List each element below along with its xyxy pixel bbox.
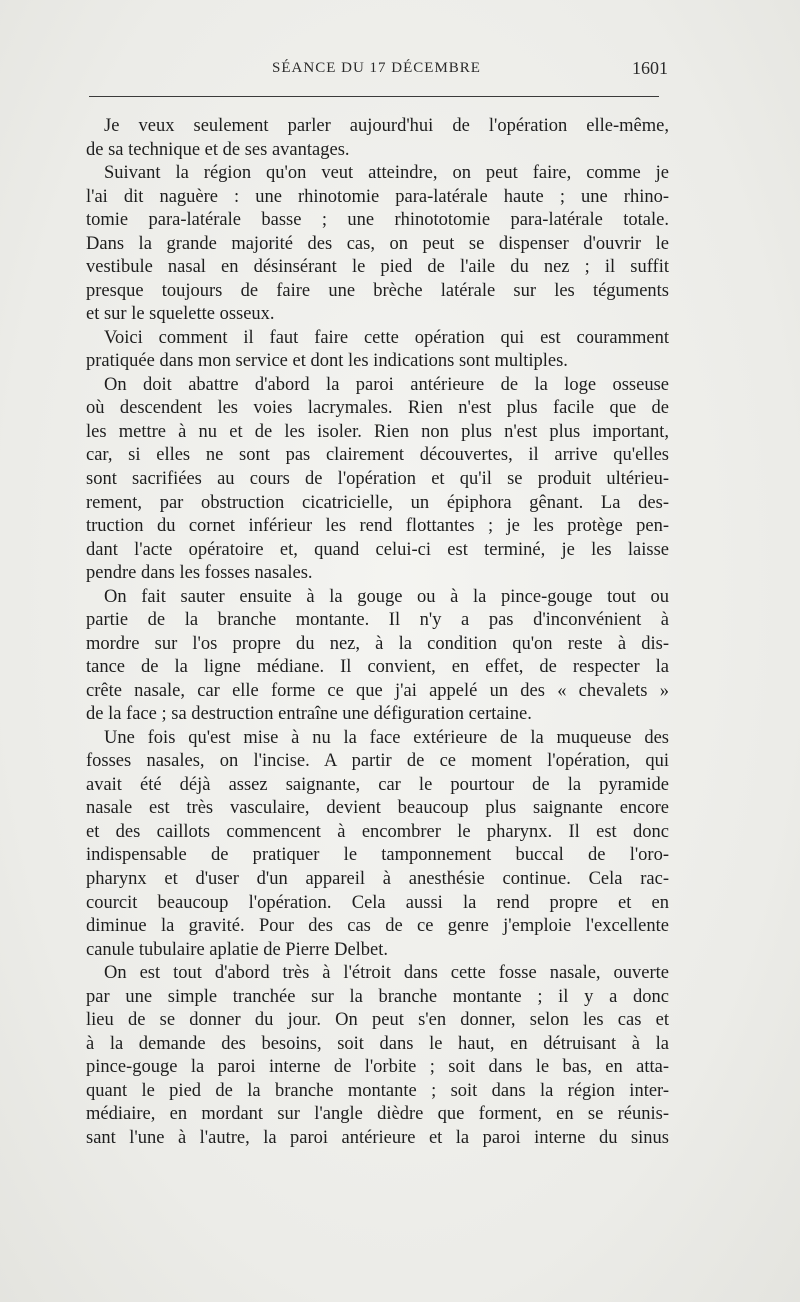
text-line: fosses nasales, on l'incise. A partir de ce moment l'opération, qui (86, 751, 669, 772)
text-line: pratiquée dans mon service et dont les indications sont multiples. (86, 351, 568, 372)
text-line: Suivant la région qu'on veut atteindre, on peut faire, comme je (104, 163, 669, 184)
text-line: tance de la ligne médiane. Il convient, en effet, de respecter la (86, 657, 669, 678)
text-line: à la demande des besoins, soit dans le haut, en détruisant à la (86, 1033, 669, 1054)
text-line: où descendent les voies lacrymales. Rien n'est plus facile que de (86, 398, 669, 419)
text-line: pince-gouge la paroi interne de l'orbite ; soit dans le bas, en atta- (86, 1057, 669, 1078)
text-line: presque toujours de faire une brèche latérale sur les téguments (86, 280, 669, 301)
text-line: courcit beaucoup l'opération. Cela aussi la rend propre et en (86, 892, 669, 913)
text-line: lieu de se donner du jour. On peut s'en donner, selon les cas et (86, 1010, 669, 1031)
text-line: quant le pied de la branche montante ; soit dans la région inter- (86, 1080, 669, 1101)
header-rule (89, 96, 659, 97)
page-number: 1601 (632, 58, 668, 78)
text-line: et des caillots commencent à encombrer le pharynx. Il est donc (86, 821, 669, 842)
text-line: indispensable de pratiquer le tamponnement buccal de l'oro- (86, 845, 669, 866)
text-line: nasale est très vasculaire, devient beaucoup plus saignante encore (86, 798, 669, 819)
text-line: avait été déjà assez saignante, car le pourtour de la pyramide (86, 774, 669, 795)
text-line: canule tubulaire aplatie de Pierre Delbet. (86, 939, 389, 960)
text-line: Voici comment il faut faire cette opération qui est couramment (104, 327, 669, 348)
text-line: pharynx et d'user d'un appareil à anesthésie continue. Cela rac- (86, 869, 669, 889)
text-line: les mettre à nu et de les isoler. Rien non plus n'est plus important, (86, 421, 669, 442)
text-line: partie de la branche montante. Il n'y a pas d'inconvénient à (86, 610, 669, 631)
body-text (86, 115, 669, 1150)
text-line: vestibule nasal en désinsérant le pied de l'aile du nez ; il suffit (86, 257, 669, 278)
text-line: sant l'une à l'autre, la paroi antérieure et la paroi interne du sinus (86, 1127, 669, 1148)
text-line: dant l'acte opératoire et, quand celui-ci est terminé, je les laisse (86, 539, 669, 560)
text-line: pendre dans les fosses nasales. (86, 563, 313, 584)
text-line: et sur le squelette osseux. (86, 304, 275, 325)
text-line: Une fois qu'est mise à nu la face extérieure de la muqueuse des (104, 727, 669, 748)
text-line: de sa technique et de ses avantages. (86, 139, 350, 160)
text-line: On fait sauter ensuite à la gouge ou à la pince-gouge tout ou (104, 586, 669, 607)
text-line: car, si elles ne sont pas clairement découvertes, il arrive qu'elles (86, 445, 669, 466)
text-line: Dans la grande majorité des cas, on peut se dispenser d'ouvrir le (86, 233, 669, 254)
text-line: médiaire, en mordant sur l'angle dièdre que forment, en se réunis- (86, 1104, 669, 1125)
page-header (85, 60, 668, 86)
text-line: sont sacrifiées au cours de l'opération et qu'il se produit ultérieu- (86, 468, 669, 489)
text-line: truction du cornet inférieur les rend flottantes ; je les protège pen- (86, 516, 669, 537)
text-line: tomie para-latérale basse ; une rhinototomie para-latérale totale. (86, 210, 669, 231)
text-line: On doit abattre d'abord la paroi antérieure de la loge osseuse (104, 374, 669, 395)
running-title: SÉANCE DU 17 DÉCEMBRE (272, 60, 481, 76)
text-line: de la face ; sa destruction entraîne une défiguration certaine. (86, 704, 532, 725)
text-line: rement, par obstruction cicatricielle, un épiphora gênant. La des- (86, 492, 669, 513)
text-line: par une simple tranchée sur la branche montante ; il y a donc (86, 986, 669, 1007)
text-line: Je veux seulement parler aujourd'hui de l'opération elle-même, (104, 116, 669, 136)
text-line: diminue la gravité. Pour des cas de ce genre j'emploie l'excellente (86, 916, 669, 937)
text-line: crête nasale, car elle forme ce que j'ai appelé un des « chevalets » (86, 680, 669, 701)
text-line: On est tout d'abord très à l'étroit dans cette fosse nasale, ouverte (104, 963, 669, 984)
text-line: l'ai dit naguère : une rhinotomie para-latérale haute ; une rhino- (86, 186, 669, 207)
text-line: mordre sur l'os propre du nez, à la condition qu'on reste à dis- (86, 633, 669, 654)
